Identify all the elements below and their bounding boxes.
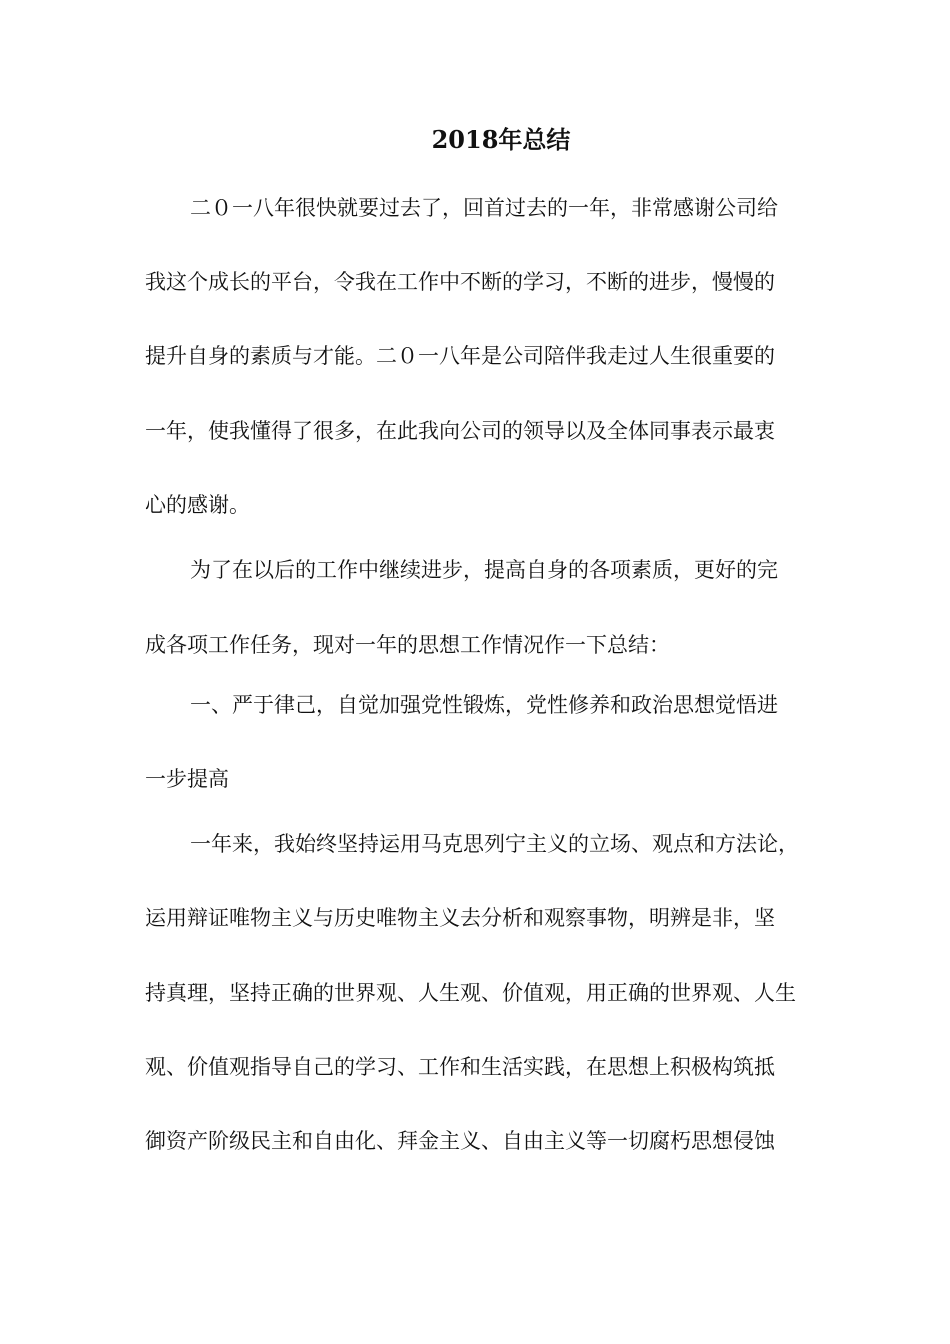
paragraph-line: 运用辩证唯物主义与历史唯物主义去分析和观察事物，明辨是非，坚	[145, 906, 775, 930]
paragraph-line: 我这个成长的平台，令我在工作中不断的学习，不断的进步，慢慢的	[145, 270, 775, 294]
paragraph-line: 成各项工作任务，现对一年的思想工作情况作一下总结：	[145, 633, 670, 657]
paragraph-line: 一年来，我始终坚持运用马克思列宁主义的立场、观点和方法论，	[190, 832, 799, 856]
paragraph-line: 提升自身的素质与才能。二０一八年是公司陪伴我走过人生很重要的	[145, 344, 775, 368]
paragraph-line: 心的感谢。	[145, 493, 250, 517]
paragraph-line: 为了在以后的工作中继续进步，提高自身的各项素质，更好的完	[190, 558, 778, 582]
section-heading-line: 一步提高	[145, 767, 229, 791]
document-title: 2018年总结	[431, 125, 571, 154]
paragraph-line: 二０一八年很快就要过去了，回首过去的一年，非常感谢公司给	[190, 196, 778, 220]
paragraph-line: 一年，使我懂得了很多，在此我向公司的领导以及全体同事表示最衷	[145, 419, 775, 443]
paragraph-line: 持真理，坚持正确的世界观、人生观、价值观，用正确的世界观、人生	[145, 981, 796, 1005]
paragraph-line: 御资产阶级民主和自由化、拜金主义、自由主义等一切腐朽思想侵蚀	[145, 1129, 775, 1153]
paragraph-line: 观、价值观指导自己的学习、工作和生活实践，在思想上积极构筑抵	[145, 1055, 775, 1079]
section-heading-line: 一、严于律己，自觉加强党性锻炼，党性修养和政治思想觉悟进	[190, 693, 778, 717]
